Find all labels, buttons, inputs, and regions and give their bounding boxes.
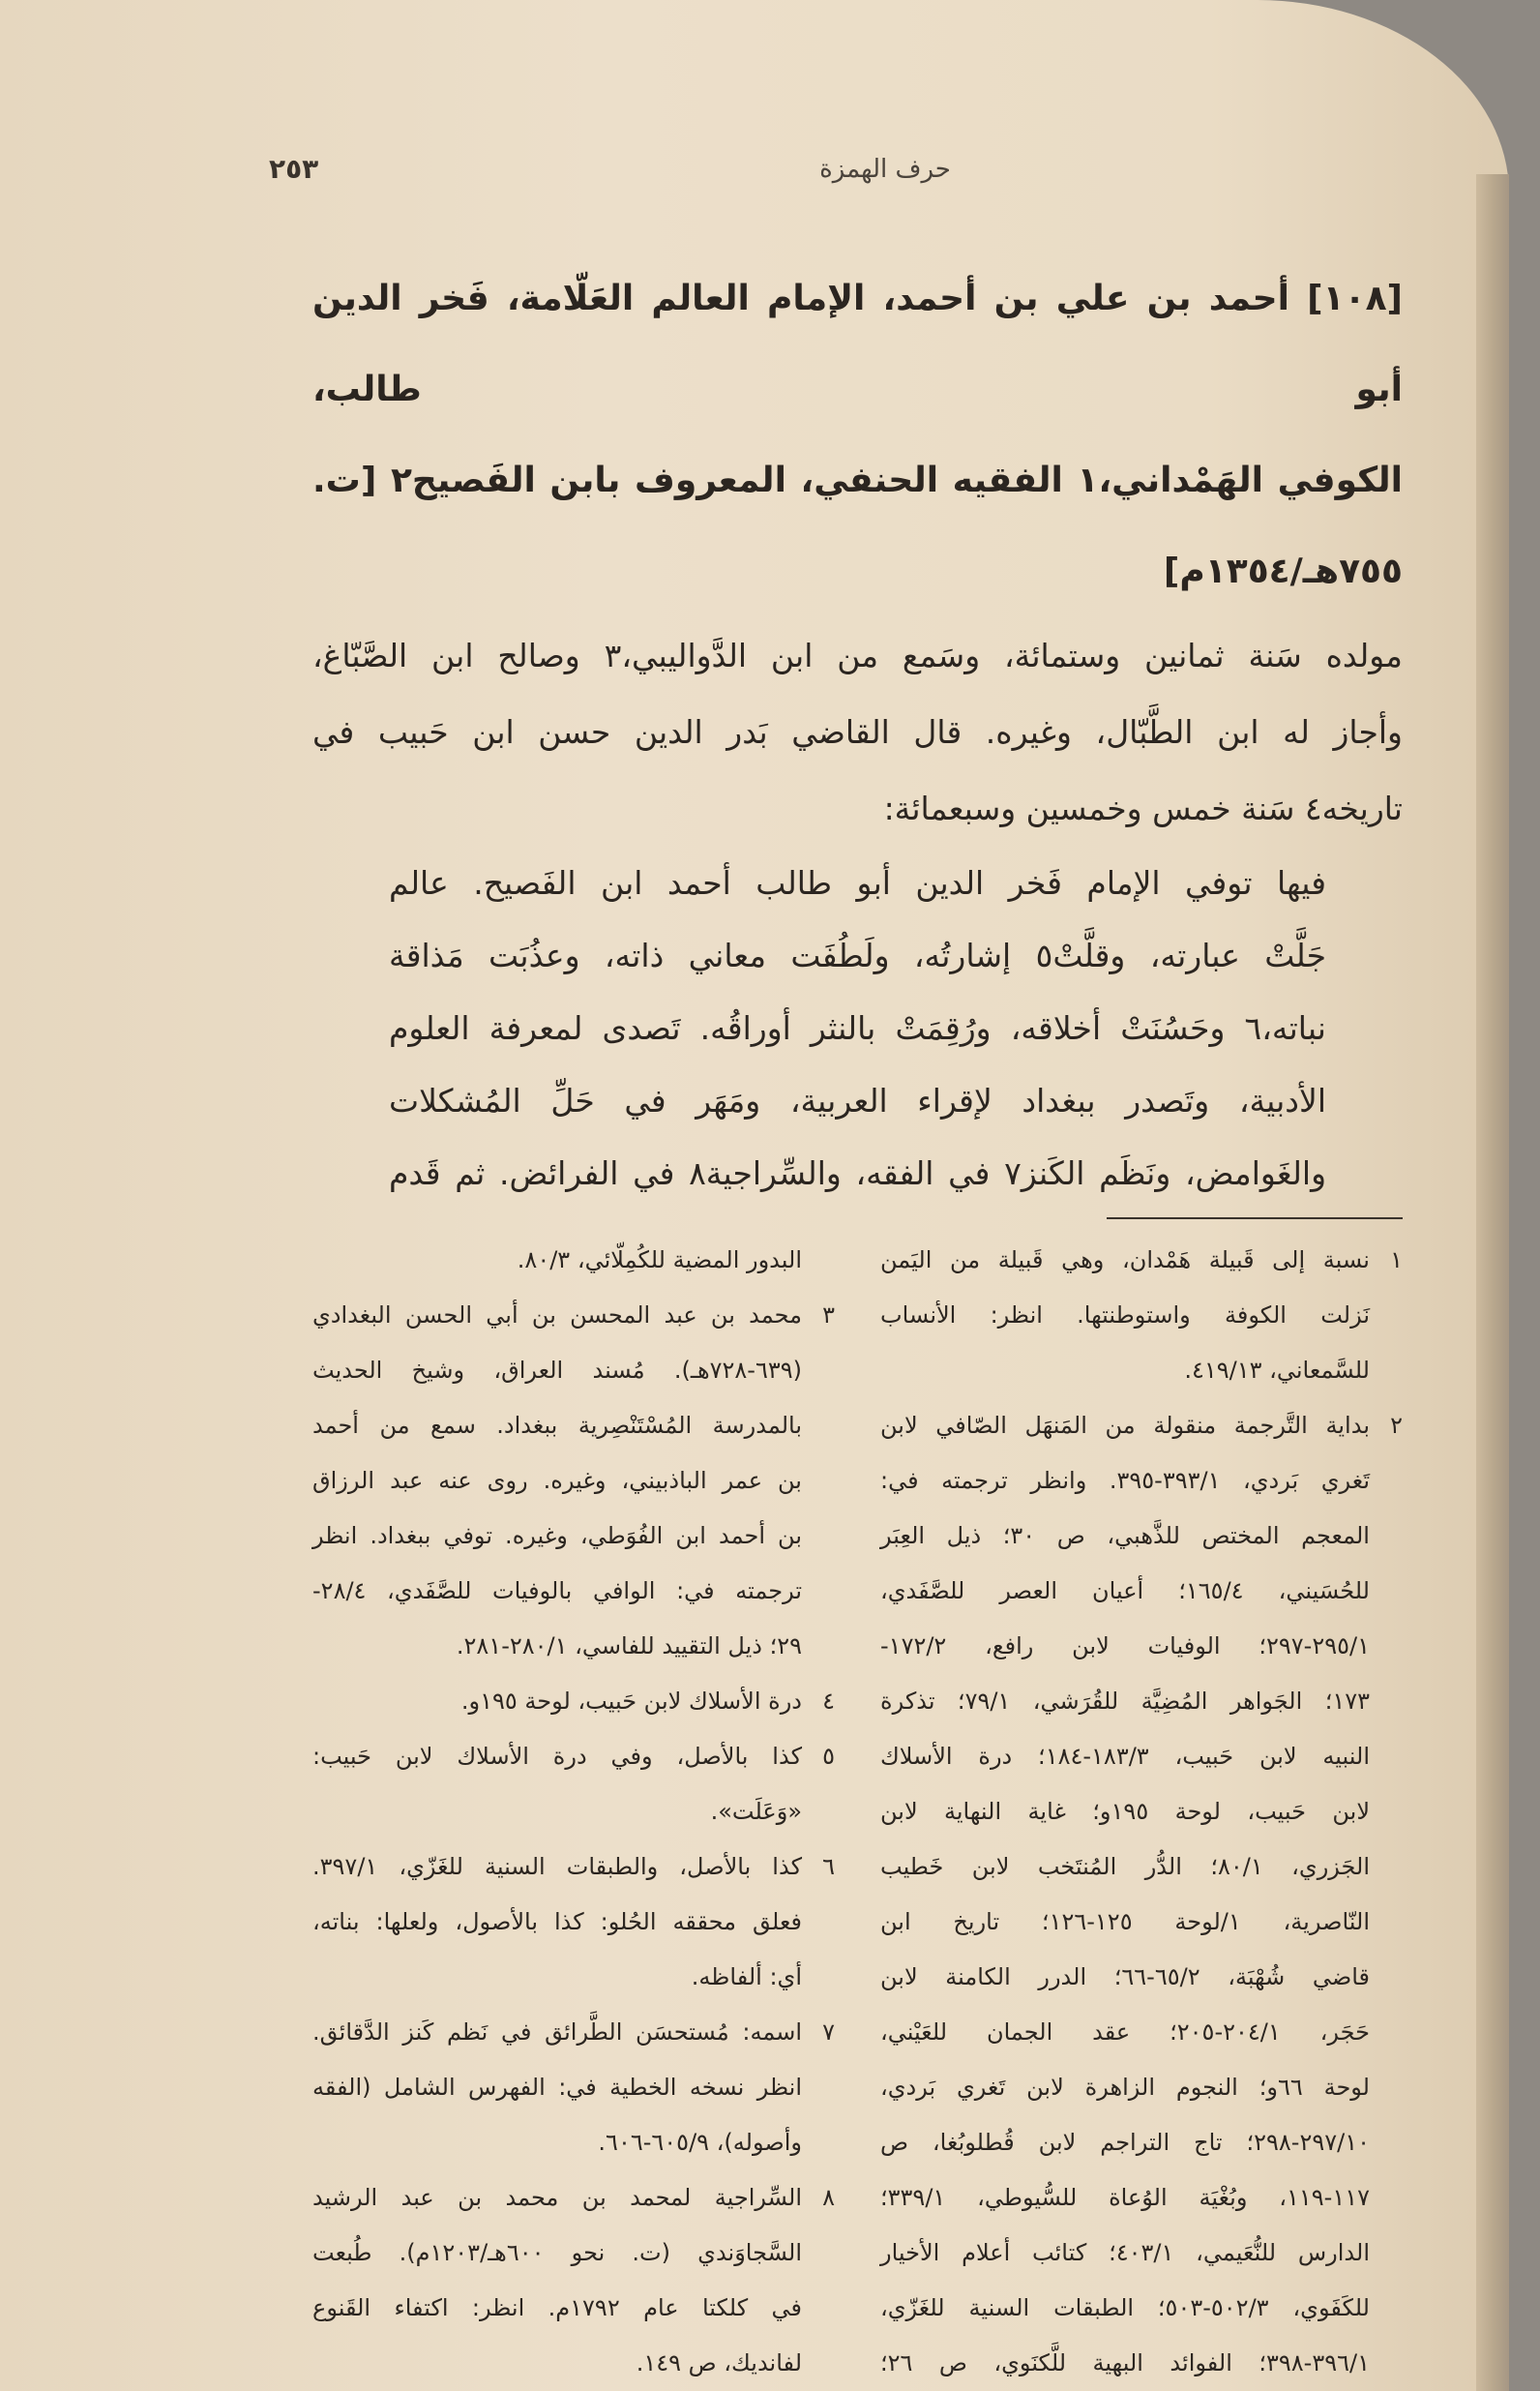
footnote-number: ٥ — [822, 1743, 835, 1770]
footnote-line: قاضي شُهْبَة، ٦٥/٢-٦٦؛ الدرر الكامنة لابن — [880, 1963, 1371, 1990]
footnotes — [312, 1233, 1403, 2391]
footnote — [312, 2005, 835, 2170]
footnote — [312, 1729, 835, 1839]
footnote-line: حَجَر، ٢٠٤/١-٢٠٥؛ عقد الجمان للعَيْني، — [880, 2018, 1370, 2046]
footnote-line: نَزلت الكوفة واستوطنتها. انظر: الأنساب — [880, 1301, 1370, 1329]
footnote-line: كذا بالأصل، والطبقات السنية للغَزّي، ٣٩٧/١. — [312, 1853, 802, 1880]
footnote-line: الدارس للنُّعَيمي، ٤٠٣/١؛ كتائب أعلام الأخيار — [880, 2239, 1370, 2266]
page-number: ٢٥٣ — [269, 153, 319, 185]
footnote-line: السَّجاوَندي (ت. نحو ٦٠٠هـ/١٢٠٣م). طُبعت — [312, 2239, 802, 2266]
footnote — [312, 1288, 835, 1674]
footnote-line: ١٧٣؛ الجَواهر المُضِيَّة للقُرَشي، ٧٩/١؛ تذكرة — [880, 1688, 1370, 1715]
footnote — [880, 1233, 1403, 1398]
entry-title-line: الكوفي الهَمْداني،١ الفقيه الحنفي، المعروف بابن الفَصيح٢ [ت. ٧٥٥هـ/١٣٥٤م] — [312, 461, 1403, 591]
footnote-line: «وَعَلَت». — [710, 1798, 802, 1825]
footnote-line: وأصوله)، ٦٠٥/٩-٦٠٦. — [598, 2129, 802, 2156]
footnote — [312, 1674, 835, 1729]
footnote-line: بداية التَّرجمة منقولة من المَنهَل الصّافي لابن — [880, 1412, 1370, 1439]
footnote-number: ١ — [1390, 1246, 1403, 1273]
footnote-line: بالمدرسة المُسْتَنْصِرية ببغداد. سمع من أحمد — [312, 1412, 802, 1439]
footnote-line: ٢٩٧/١٠-٢٩٨؛ تاج التراجم لابن قُطلوبُغا، ص — [880, 2129, 1370, 2156]
footnote-line: ١١٧-١١٩، وبُغْيَة الوُعاة للسُّيوطي، ٣٣٩/١؛ — [880, 2184, 1370, 2211]
footnote-line: في كلكتا عام ١٧٩٢م. انظر: اكتفاء القَنوع — [312, 2294, 802, 2321]
footnote-number: ٣ — [822, 1301, 835, 1329]
footnote-line: ٢٩؛ ذيل التقييد للفاسي، ٢٨٠/١-٢٨١. — [456, 1632, 802, 1659]
footnote-line: بن عمر الباذبيني، وغيره. روى عنه عبد الرزاق — [312, 1467, 802, 1494]
running-title: حرف الهمزة — [819, 155, 951, 184]
footnotes-left-column — [312, 1233, 835, 2391]
footnote-number: ٨ — [822, 2184, 835, 2211]
footnote-line: للحُسَيني، ١٦٥/٤؛ أعيان العصر للصَّفَدي، — [880, 1577, 1370, 1604]
footnote — [880, 1398, 1403, 2391]
footnote-line: اسمه: مُستحسَن الطَّرائق في نَظم كَنز الدَّقائق. — [312, 2018, 802, 2046]
body-line: مولده سَنة ثمانين وستمائة، وسَمع من ابن الدَّواليبي،٣ وصالح ابن الصَّبّاغ، — [312, 637, 1403, 674]
footnote-separator — [1107, 1217, 1403, 1219]
main-text — [312, 254, 1403, 2391]
footnote-line: أي: ألفاظه. — [691, 1963, 802, 1990]
footnote-line: بن أحمد ابن الفُوَطي، وغيره. توفي ببغداد. انظر — [312, 1522, 802, 1549]
footnote-line: نسبة إلى قَبيلة هَمْدان، وهي قَبيلة من اليَمن — [880, 1246, 1370, 1273]
footnote-line: درة الأسلاك لابن حَبيب، لوحة ١٩٥و. — [460, 1688, 802, 1715]
footnote-line: ٣٩٦/١-٣٩٨؛ الفوائد البهية للَّكنَوي، ص ٢٦؛ — [880, 2349, 1370, 2376]
footnote-line: ترجمته في: الوافي بالوفيات للصَّفَدي، ٢٨/٤- — [312, 1577, 802, 1604]
footnote-line: البدور المضية للكُمِلّائي، ٨٠/٣. — [517, 1246, 802, 1273]
quote-line: جَلَّتْ عبارته، وقلَّتْ٥ إشارتُه، ولَطُفَت معاني ذاته، وعذُبَت مَذاقة — [389, 937, 1326, 974]
footnote-line: محمد بن عبد المحسن بن أبي الحسن البغدادي — [312, 1301, 802, 1329]
footnote-line: كذا بالأصل، وفي درة الأسلاك لابن حَبيب: — [312, 1743, 802, 1770]
footnote-line: الجَزري، ٨٠/١؛ الدُّر المُنتَخب لابن خَطيب — [880, 1853, 1370, 1880]
footnote-line: (٦٣٩-٧٢٨هـ). مُسند العراق، وشيخ الحديث — [312, 1357, 802, 1384]
footnote-line: تَغري بَردي، ٣٩٣/١-٣٩٥. وانظر ترجمته في: — [880, 1467, 1371, 1494]
footnote-number: ٤ — [822, 1688, 835, 1715]
body-line: وأجاز له ابن الطَّبّال، وغيره. قال القاضي بَدر الدين حسن ابن حَبيب في — [312, 713, 1403, 751]
footnotes-right-column — [880, 1233, 1403, 2391]
body-line: تاريخه٤ سَنة خمس وخمسين وسبعمائة: — [883, 790, 1403, 827]
footnote-line: النّاصرية، ١/لوحة ١٢٥-١٢٦؛ تاريخ ابن — [880, 1908, 1370, 1935]
footnote-line: للكَفَوي، ٥٠٢/٣-٥٠٣؛ الطبقات السنية للغَزّي، — [880, 2294, 1370, 2321]
footnote-number: ٢ — [1390, 1412, 1403, 1439]
footnote-line: للسَّمعاني، ٤١٩/١٣. — [1184, 1357, 1370, 1384]
entry-title-line: [١٠٨] أحمد بن علي بن أحمد، الإمام العالم العَلّامة، فَخر الدين أبو طالب، — [312, 279, 1403, 409]
footnote-line: المعجم المختص للذَّهبي، ص ٣٠؛ ذيل العِبَر — [880, 1522, 1370, 1549]
quotation — [389, 847, 1326, 1210]
footnote-number: ٧ — [822, 2018, 835, 2046]
quote-line: فيها توفي الإمام فَخر الدين أبو طالب أحمد ابن الفَصيح. عالم — [389, 864, 1326, 902]
footnote-line: فعلق محققه الحُلو: كذا بالأصول، ولعلها: بناته، — [312, 1908, 802, 1935]
footnote — [312, 1839, 835, 2005]
quote-line: الأدبية، وتَصدر ببغداد لإقراء العربية، ومَهَر في حَلِّ المُشكلات — [389, 1082, 1326, 1120]
page-edges — [1476, 174, 1509, 2391]
quote-line: والغَوامض، ونَظَم الكَنز٧ في الفقه، والسِّراجية٨ في الفرائض. ثم قَدم — [389, 1154, 1326, 1192]
footnote-line: لفانديك، ص ١٤٩. — [636, 2349, 802, 2376]
footnote-line: ٢٩٥/١-٢٩٧؛ الوفيات لابن رافع، ١٧٢/٢- — [880, 1632, 1370, 1659]
footnote-line: النبيه لابن حَبيب، ١٨٣/٣-١٨٤؛ درة الأسلاك — [880, 1743, 1370, 1770]
quote-line: نباته،٦ وحَسُنَتْ أخلاقه، ورُقِمَتْ بالنثر أوراقُه. تَصدى لمعرفة العلوم — [389, 1009, 1326, 1047]
footnote-line: لابن حَبيب، لوحة ١٩٥و؛ غاية النهاية لابن — [880, 1798, 1370, 1825]
footnote — [312, 1233, 835, 1288]
footnote-number: ٦ — [822, 1853, 835, 1880]
footnote-line: السِّراجية لمحمد بن محمد بن عبد الرشيد — [312, 2184, 802, 2211]
footnote-line: انظر نسخه الخطية في: الفهرس الشامل (الفقه — [312, 2074, 802, 2101]
footnote — [312, 2170, 835, 2391]
footnote-line: لوحة ٦٦و؛ النجوم الزاهرة لابن تَغري بَردي، — [880, 2074, 1370, 2101]
